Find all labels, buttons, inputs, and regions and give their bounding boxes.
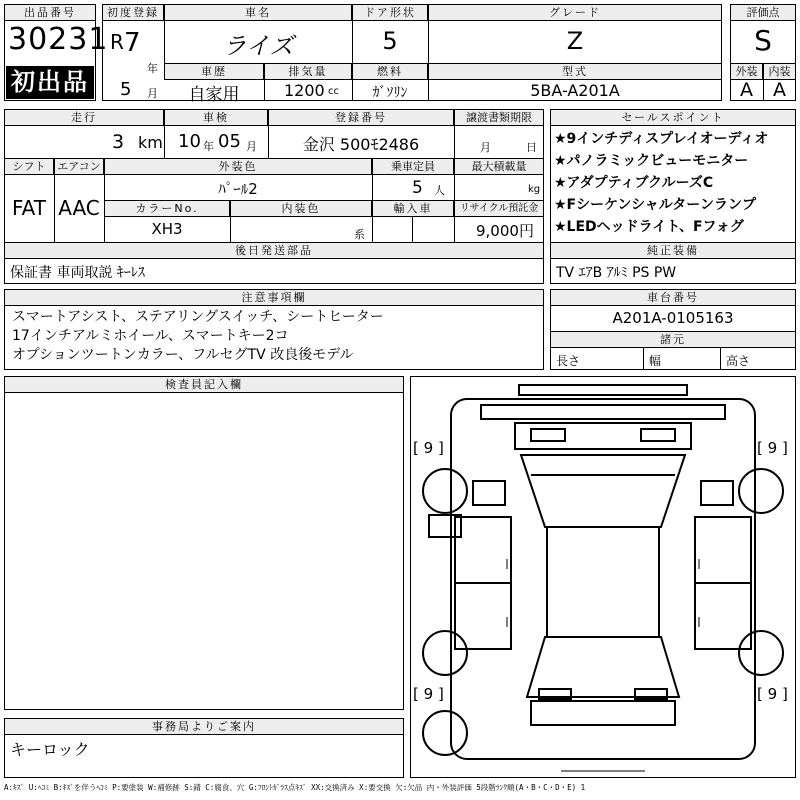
displacement-label: 排気量 [264,63,352,80]
rear-lights [531,701,675,725]
km-unit: km [138,133,163,152]
mileage-label: 走行 [4,109,164,126]
reg-number-label: 登録番号 [268,109,454,126]
history: 自家用 [188,85,240,105]
windshield [521,455,685,527]
dims-label: 諸元 [550,331,796,348]
month-unit: 月 [147,87,158,100]
sales-point: ★9インチディスプレイオーディオ [554,131,769,147]
front-lights [515,423,691,449]
model-code: 5BA-A201A [530,81,620,100]
capacity-label: 乗車定員 [372,158,454,175]
office-text: キーロック [10,740,90,759]
front-grille [481,405,725,419]
capacity-unit: 人 [434,184,445,197]
color-no: XH3 [151,220,183,238]
ac-label: エアコン [54,158,104,175]
transfer-month: 月 [480,141,491,154]
sales-points-label: セールスポイント [550,109,796,126]
era: R [110,30,124,54]
inspector-box [4,376,404,710]
tire-rr-diagram [739,631,783,675]
equipment-label: 純正装備 [550,242,796,259]
color: ﾊﾟｰﾙ2 [218,180,258,198]
score-label: 評価点 [730,4,796,21]
sales-point: ★パノラミックビューモニター [554,153,749,169]
grade: Z [566,27,584,55]
door-fl [455,517,511,583]
chassis-label: 車台番号 [550,289,796,306]
insp-year: 10 [178,131,201,152]
body-outline [451,399,755,759]
recycle-fee: 9,000円 [476,222,534,240]
car-name-label: 車名 [164,4,352,21]
roof [547,527,659,637]
sales-point: ★LEDヘッドライト、Fフォグ [554,219,744,235]
shift-label: シフト [4,158,54,175]
tire-rl-depth: [ 9 ] [413,685,444,703]
sales-point: ★Fシーケンシャルターンランプ [554,197,756,213]
load-unit: kg [528,184,541,195]
first-reg-label: 初度登録 [102,4,164,21]
int-grade-label: 内装 [763,63,796,80]
fuel: ｶﾞｿﾘﾝ [372,85,408,101]
transfer-label: 譲渡書類期限 [454,109,544,126]
car-name: ライズ [222,32,294,60]
tire-rl-diagram [423,631,467,675]
tire-fr-diagram [739,469,783,513]
car-body-diagram [411,377,795,777]
chassis-number: A201A-0105163 [612,309,734,327]
front-bumper [519,385,687,395]
width-label: 幅 [649,354,662,368]
grade-label: グレード [428,4,722,21]
int-color-label: 内装色 [230,200,372,217]
color-no-label: カラーNo. [104,200,230,217]
shift: FAT [11,196,46,220]
color-label: 外装色 [104,158,372,175]
model-code-label: 型式 [428,63,722,80]
first-listing-badge: 初出品 [6,66,94,99]
reg-number: 金沢 500ﾓ2486 [302,135,420,154]
displacement: 1200 [284,81,325,100]
diagram-box [410,376,796,778]
door-label: ドア形状 [352,4,428,21]
int-color-unit: 系 [354,228,365,241]
mileage: 3 [112,131,125,153]
door-fr [695,517,751,583]
year-unit: 年 [147,62,158,75]
tire-fr-depth: [ 9 ] [757,439,788,457]
capacity: 5 [412,178,423,198]
history-label: 車歴 [164,63,264,80]
tire-rr-depth: [ 9 ] [757,685,788,703]
score: S [754,24,772,57]
ac: AAC [58,196,100,220]
inspection-label: 車検 [164,109,268,126]
door-rl [455,583,511,649]
equipment: TV ｴｱB ｱﾙﾐ PS PW [556,265,677,281]
lot-number-label: 出品番号 [4,4,96,21]
tire-fl-depth: [ 9 ] [413,439,444,457]
later-parts-label: 後日発送部品 [4,242,544,259]
first-reg-month: 5 [120,79,132,100]
lot-number: 30231 [8,22,109,57]
recycle-label: リサイクル預託金 [454,200,544,217]
ext-grade: A [740,79,753,101]
load-label: 最大積載量 [454,158,544,175]
inspector-label: 検査員記入欄 [4,376,404,393]
tire-fl-diagram [423,469,467,513]
length-label: 長さ [556,354,581,368]
sales-point: ★アダプティブクルーズC [554,175,714,191]
spare-tire-diagram [423,711,467,755]
notes-text: スマートアシスト、ステアリングスイッチ、シートヒーター 17インチアルミホイール、スマートキー2コ オプションツートンカラー、フルセグTV 改良後モデル [12,309,384,363]
fuel-label: 燃料 [352,63,428,80]
ext-grade-label: 外装 [730,63,763,80]
import-label: 輸入車 [372,200,454,217]
insp-month: 05 [218,131,241,152]
insp-month-unit: 月 [246,140,257,153]
int-grade: A [773,79,786,101]
office-label: 事務局よりご案内 [4,718,404,735]
cc-unit: cc [328,86,339,97]
notes-label: 注意事項欄 [4,289,544,306]
door-rr [695,583,751,649]
first-reg-year: 7 [124,28,141,58]
transfer-day: 日 [526,141,537,154]
later-parts: 保証書 車両取説 ｷｰﾚｽ [10,265,145,281]
insp-year-unit: 年 [203,140,214,153]
doors: 5 [382,27,398,55]
height-label: 高さ [726,354,751,368]
legend: A:ｷｽﾞ U:ﾍｺﾐ B:ｷｽﾞを伴うﾍｺﾐ P:要塗装 W:補修跡 S:錆 C:腐食、穴 G:ﾌﾛﾝﾄｶﾞﾗｽ点ｷｽﾞ XX:交換済み X:要交換 欠:欠品 内・外装評価 5段階ﾗﾝｸ順(A・B・C・D・E) 1 [4,783,586,792]
